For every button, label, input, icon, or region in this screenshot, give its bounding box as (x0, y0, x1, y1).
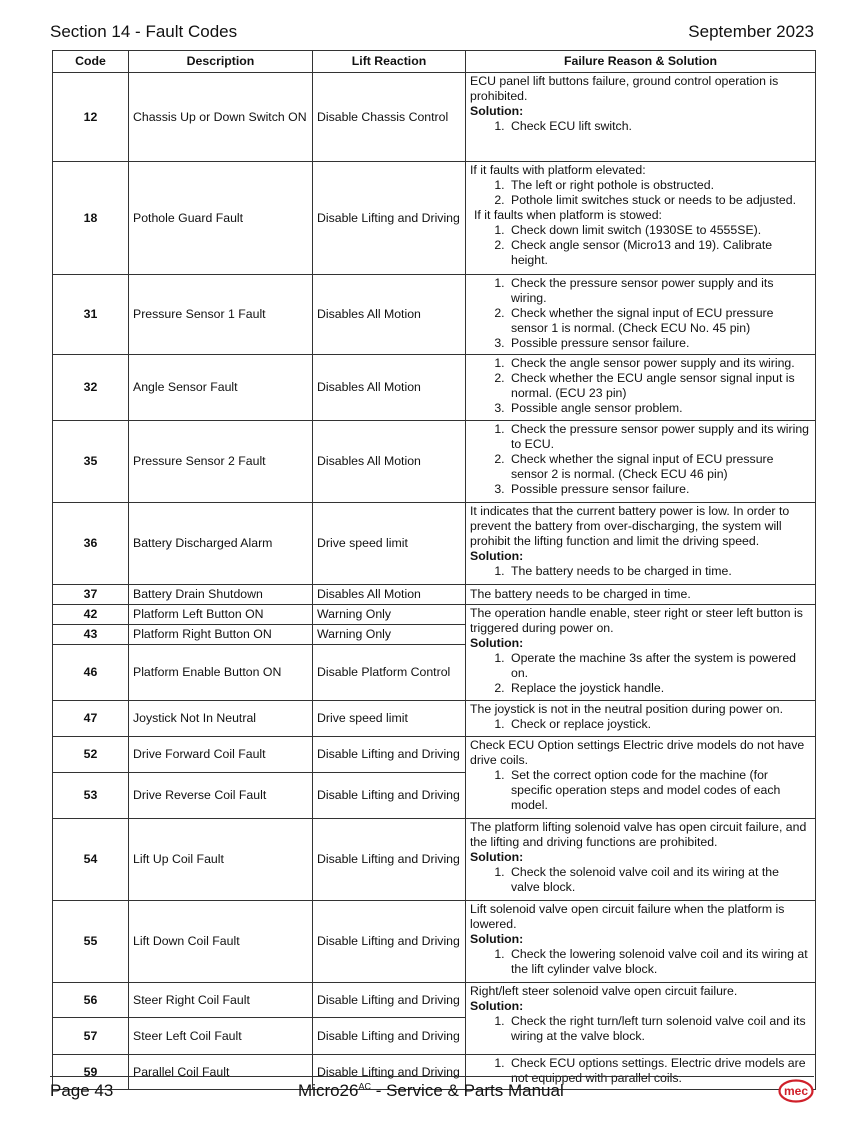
page-header (50, 22, 814, 42)
failure-text: ECU panel lift buttons failure, ground control operation is prohibited. (470, 74, 779, 103)
fault-description: Chassis Up or Down Switch ON (129, 73, 313, 162)
solution-list (470, 356, 811, 416)
col-header-description: Description (129, 51, 313, 73)
failure-cell (466, 73, 816, 162)
solution-list (470, 276, 811, 351)
failure-text: Lift solenoid valve open circuit failure when the platform is lowered. (470, 902, 785, 931)
failure-text: Right/left steer solenoid valve open circuit failure. (470, 984, 738, 998)
solution-step: 2. Replace the joystick handle. (508, 681, 811, 696)
lift-reaction: Disable Lifting and Driving (313, 983, 466, 1018)
fault-description: Pressure Sensor 2 Fault (129, 421, 313, 503)
fault-code: 47 (53, 701, 129, 737)
solution-step: 1. Check the angle sensor power supply and its wiring. (508, 356, 811, 371)
lift-reaction: Disable Lifting and Driving (313, 901, 466, 983)
fault-code-table (52, 50, 816, 1090)
lift-reaction: Disables All Motion (313, 275, 466, 355)
fault-description: Platform Enable Button ON (129, 645, 313, 701)
solution-list (470, 564, 811, 579)
solution-list (470, 178, 811, 208)
fault-description: Battery Discharged Alarm (129, 503, 313, 585)
lift-reaction: Disable Lifting and Driving (313, 1055, 466, 1090)
fault-code: 31 (53, 275, 129, 355)
fault-code: 57 (53, 1018, 129, 1055)
table-row (53, 701, 816, 737)
solution-list (470, 1014, 811, 1044)
solution-list (470, 865, 811, 895)
solution-step: 1. Check down limit switch (1930SE to 4555SE). (508, 223, 811, 238)
page-footer (50, 1076, 814, 1107)
table-row (53, 503, 816, 585)
fault-description: Platform Right Button ON (129, 625, 313, 645)
solution-step: 2. Check whether the signal input of ECU pressure sensor 1 is normal. (Check ECU No. 45 pin) (508, 306, 811, 336)
solution-step: 2. Check angle sensor (Micro13 and 19). Calibrate height. (508, 238, 811, 268)
fault-code: 36 (53, 503, 129, 585)
solution-label: Solution: (470, 104, 524, 118)
fault-description: Lift Down Coil Fault (129, 901, 313, 983)
solution-label: Solution: (470, 932, 524, 946)
solution-list (470, 119, 811, 134)
lift-reaction: Disable Lifting and Driving (313, 162, 466, 275)
logo-text: mec (783, 1084, 809, 1098)
lift-reaction: Disable Chassis Control (313, 73, 466, 162)
fault-description: Drive Reverse Coil Fault (129, 773, 313, 819)
fault-code: 12 (53, 73, 129, 162)
lift-reaction: Drive speed limit (313, 701, 466, 737)
lift-reaction: Disable Lifting and Driving (313, 773, 466, 819)
fault-code: 59 (53, 1055, 129, 1090)
failure-text: It indicates that the current battery power is low. In order to prevent the battery from over-discharging, the system will prohibit the lifting function and limit the driving speed. (470, 504, 790, 548)
fault-description: Steer Left Coil Fault (129, 1018, 313, 1055)
lift-reaction: Drive speed limit (313, 503, 466, 585)
failure-cell (466, 701, 816, 737)
solution-label: Solution: (470, 850, 524, 864)
failure-cell (466, 819, 816, 901)
solution-step: 3. Possible pressure sensor failure. (508, 482, 811, 497)
fault-description: Joystick Not In Neutral (129, 701, 313, 737)
lift-reaction: Warning Only (313, 625, 466, 645)
lift-reaction: Disables All Motion (313, 355, 466, 421)
fault-code: 42 (53, 605, 129, 625)
table-row (53, 275, 816, 355)
header-date: September 2023 (688, 22, 814, 41)
fault-description: Steer Right Coil Fault (129, 983, 313, 1018)
manual-name: - Service & Parts Manual (370, 1081, 564, 1100)
failure-cell (466, 355, 816, 421)
fault-code: 37 (53, 585, 129, 605)
solution-label: Solution: (470, 549, 524, 563)
failure-text: The battery needs to be charged in time. (466, 585, 816, 605)
fault-description: Lift Up Coil Fault (129, 819, 313, 901)
fault-description: Platform Left Button ON (129, 605, 313, 625)
solution-list (470, 717, 811, 732)
solution-step: 1. Check the solenoid valve coil and its wiring at the valve block. (508, 865, 811, 895)
solution-list (470, 768, 811, 813)
solution-step: 3. Possible pressure sensor failure. (508, 336, 811, 351)
failure-text: Check ECU Option settings Electric drive models do not have drive coils. (470, 738, 805, 767)
solution-step: 1. The battery needs to be charged in time. (508, 564, 811, 579)
solution-step: 1. Check the lowering solenoid valve coil and its wiring at the lift cylinder valve block. (508, 947, 811, 977)
fault-code: 18 (53, 162, 129, 275)
fault-code: 54 (53, 819, 129, 901)
fault-description: Drive Forward Coil Fault (129, 737, 313, 773)
table-row (53, 737, 816, 773)
col-header-failure: Failure Reason & Solution (466, 51, 816, 73)
fault-code: 46 (53, 645, 129, 701)
failure-text: The operation handle enable, steer right or steer left button is triggered during power on. (470, 606, 803, 635)
section-title: Section 14 - Fault Codes (50, 22, 238, 41)
lift-reaction: Disables All Motion (313, 585, 466, 605)
table-row (53, 983, 816, 1018)
manual-model: Micro26 (298, 1081, 359, 1100)
col-header-code: Code (53, 51, 129, 73)
fault-description: Battery Drain Shutdown (129, 585, 313, 605)
solution-label: Solution: (470, 999, 524, 1013)
lift-reaction: Disables All Motion (313, 421, 466, 503)
failure-cell (466, 983, 816, 1055)
mec-logo-icon (778, 1079, 814, 1103)
fault-description: Parallel Coil Fault (129, 1055, 313, 1090)
failure-cell (466, 737, 816, 819)
solution-list (470, 947, 811, 977)
lift-reaction: Disable Lifting and Driving (313, 1018, 466, 1055)
solution-step: 1. Set the correct option code for the machine (for specific operation steps and model codes of each model. (508, 768, 811, 813)
lift-reaction: Disable Lifting and Driving (313, 819, 466, 901)
solution-step: 1. Check the right turn/left turn solenoid valve coil and its wiring at the valve block. (508, 1014, 811, 1044)
table-header-row (53, 51, 816, 73)
failure-text: If it faults with platform elevated: (470, 163, 646, 177)
lift-reaction: Disable Lifting and Driving (313, 737, 466, 773)
fault-description: Pothole Guard Fault (129, 162, 313, 275)
failure-cell (466, 421, 816, 503)
manual-model-suffix: AC (358, 1081, 371, 1092)
solution-step: 2. Check whether the ECU angle sensor signal input is normal. (ECU 23 pin) (508, 371, 811, 401)
solution-step: 1. Check or replace joystick. (508, 717, 811, 732)
fault-description: Angle Sensor Fault (129, 355, 313, 421)
solution-list (470, 651, 811, 696)
solution-step: 1. Check ECU lift switch. (508, 119, 811, 134)
failure-text: The joystick is not in the neutral position during power on. (470, 702, 784, 716)
solution-list (470, 422, 811, 497)
solution-step: 2. Check whether the signal input of ECU pressure sensor 2 is normal. (Check ECU 46 pin) (508, 452, 811, 482)
fault-code: 35 (53, 421, 129, 503)
solution-step: 1. Operate the machine 3s after the system is powered on. (508, 651, 811, 681)
manual-title (298, 1081, 564, 1101)
lift-reaction: Warning Only (313, 605, 466, 625)
solution-list (470, 223, 811, 268)
failure-text: The platform lifting solenoid valve has open circuit failure, and the lifting and driving functions are prohibited. (470, 820, 807, 849)
solution-step: 1. Check the pressure sensor power supply and its wiring. (508, 276, 811, 306)
solution-step: 1. Check the pressure sensor power supply and its wiring to ECU. (508, 422, 811, 452)
fault-code: 53 (53, 773, 129, 819)
table-row (53, 162, 816, 275)
fault-code: 56 (53, 983, 129, 1018)
failure-text: If it faults when platform is stowed: (474, 208, 662, 222)
solution-step: 1. Check ECU options settings. Electric drive models are not equipped with parallel coils. (508, 1056, 811, 1086)
failure-cell (466, 605, 816, 701)
fault-code: 32 (53, 355, 129, 421)
failure-cell (466, 503, 816, 585)
solution-step: 3. Possible angle sensor problem. (508, 401, 811, 416)
failure-cell (466, 901, 816, 983)
lift-reaction: Disable Platform Control (313, 645, 466, 701)
solution-step: 2. Pothole limit switches stuck or needs to be adjusted. (508, 193, 811, 208)
table-row (53, 355, 816, 421)
solution-step: 1. The left or right pothole is obstructed. (508, 178, 811, 193)
table-row (53, 605, 816, 625)
col-header-lift-reaction: Lift Reaction (313, 51, 466, 73)
table-row (53, 819, 816, 901)
page-number: Page 43 (50, 1081, 114, 1100)
fault-code: 55 (53, 901, 129, 983)
fault-code: 52 (53, 737, 129, 773)
table-row (53, 421, 816, 503)
table-row (53, 585, 816, 605)
fault-description: Pressure Sensor 1 Fault (129, 275, 313, 355)
table-row (53, 73, 816, 162)
failure-cell (466, 162, 816, 275)
fault-code: 43 (53, 625, 129, 645)
failure-cell (466, 275, 816, 355)
table-row (53, 901, 816, 983)
solution-label: Solution: (470, 636, 524, 650)
